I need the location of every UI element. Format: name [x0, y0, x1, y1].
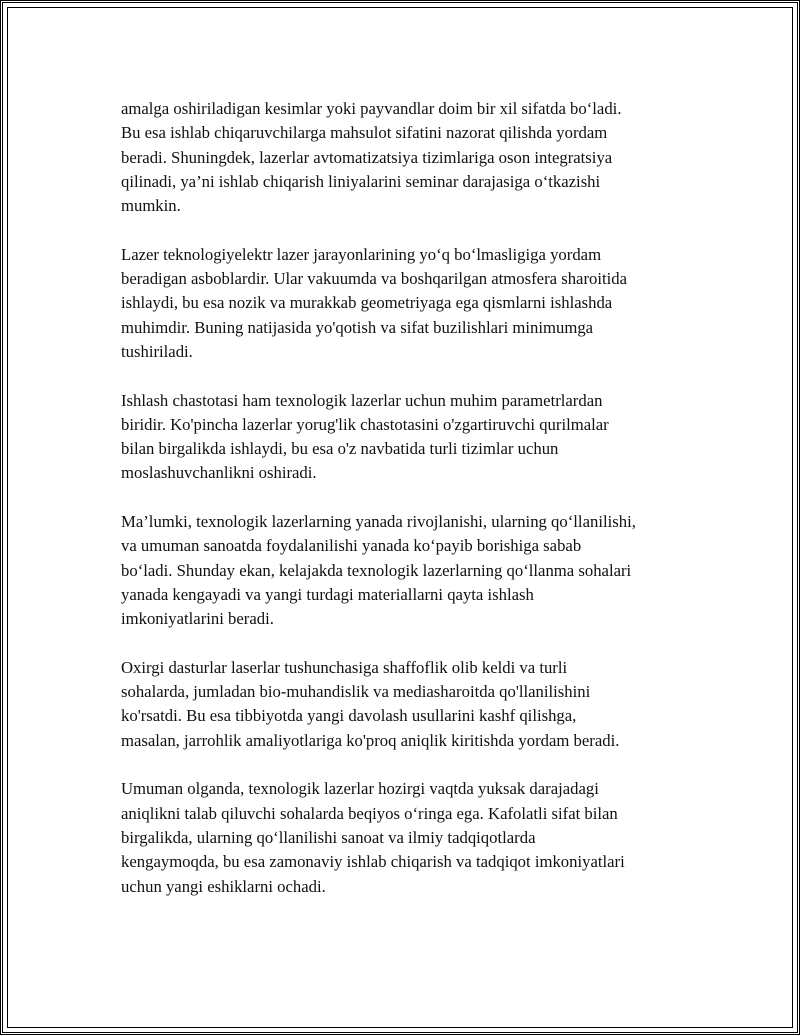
document-body: [121, 97, 701, 923]
paragraph-1: amalga oshiriladigan kesimlar yoki payvandlar doim bir xil sifatda bo‘ladi. Bu esa ishlab chiqaruvchilarga mahsulot sifatini nazorat qilishda yordam beradi. Shuningdek, lazerlar avtomatizatsiya tizimlariga oson integratsiya qilinadi, ya’ni ishlab chiqarish liniyalarini seminar darajasiga o‘tkazishi mumkin.: [121, 99, 622, 216]
paragraph-6: Umuman olganda, texnologik lazerlar hozirgi vaqtda yuksak darajadagi aniqlikni talab qiluvchi sohalarda beqiyos o‘ringa ega. Kafolatli sifat bilan birgalikda, ularning qo‘llanilishi sanoat va ilmiy tadqiqotlarda kengaymoqda, bu esa zamonaviy ishlab chiqarish va tadqiqot imkoniyatlari uchun yangi eshiklarni ochadi.: [121, 779, 625, 896]
paragraph-3: Ishlash chastotasi ham texnologik lazerlar uchun muhim parametrlardan biridir. Ko'pincha lazerlar yorug'lik chastotasini o'zgartiruvchi qurilmalar bilan birgalikda ishlaydi, bu esa o'z navbatida turli tizimlar uchun moslashuvchanlikni oshiradi.: [121, 390, 609, 483]
paragraph-2: Lazer teknologiyelektr lazer jarayonlarining yo‘q bo‘lmasligiga yordam beradigan asboblardir. Ular vakuumda va boshqarilgan atmosfera sharoitida ishlaydi, bu esa nozik va murakkab geometriyaga ega qismlarni ishlashda muhimdir. Buning natijasida yo'qotish va sifat buzilishlari minimumga tushiriladi.: [121, 244, 628, 361]
paragraph-4: Ma’lumki, texnologik lazerlarning yanada rivojlanishi, ularning qo‘llanilishi, va umuman sanoatda foydalanilishi yanada ko‘payib borishiga sabab bo‘ladi. Shunday ekan, kelajakda texnologik lazerlarning qo‘llanma sohalari yanada kengayadi va yangi turdagi materiallarni qayta ishlash imkoniyatlarini beradi.: [121, 512, 636, 629]
paragraph-5: Oxirgi dasturlar laserlar tushunchasiga shaffoflik olib keldi va turli sohalarda, jumladan bio-muhandislik va mediasharoitda qo'llanilishini ko'rsatdi. Bu esa tibbiyotda yangi davolash usullarini kashf qilishga, masalan, jarrohlik amaliyotlariga ko'proq aniqlik kiritishda yordam beradi.: [121, 657, 620, 750]
